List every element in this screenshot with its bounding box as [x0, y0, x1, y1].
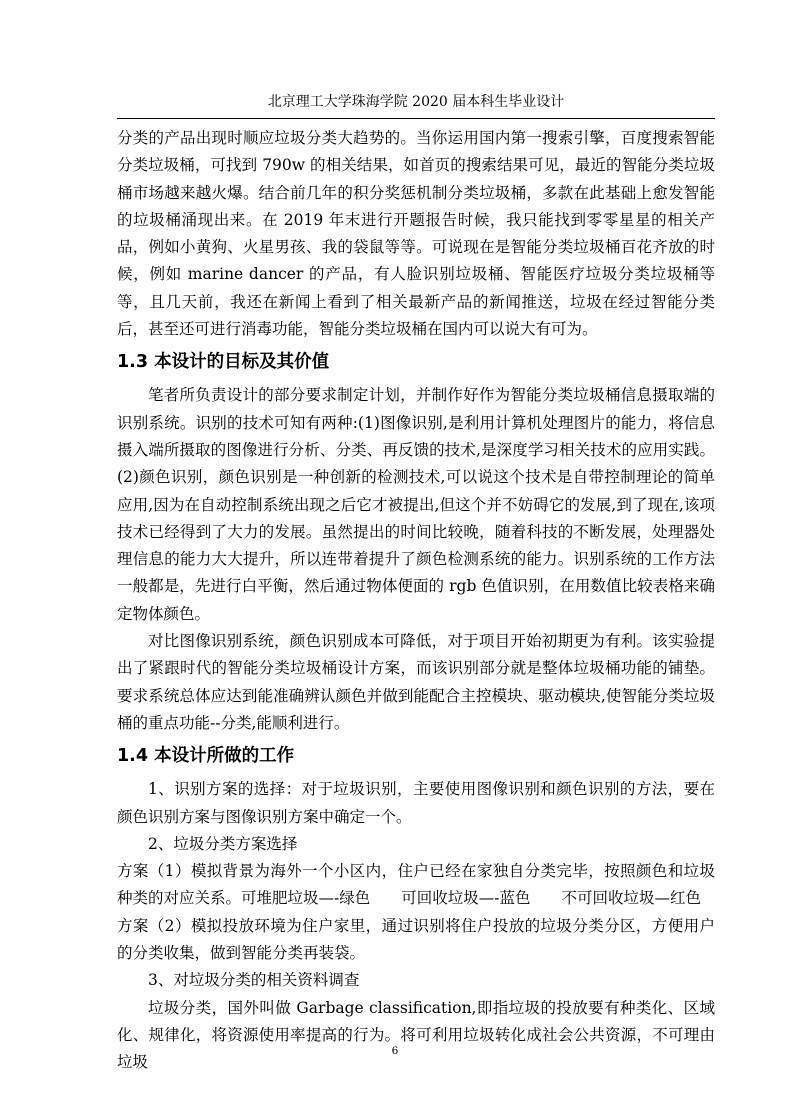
scheme-2-paragraph: 方案（2）模拟投放环境为住户家里，通过识别将住户投放的垃圾分类分区，方便用户的分类收集，做到智能分类再装袋。 [117, 916, 715, 963]
scheme-1-paragraph: 方案（1）模拟背景为海外一个小区内，住户已经在家独自分类完毕，按照颜色和垃圾种类的对应关系。可堆肥垃圾—-绿色 可回收垃圾—-蓝色 不可回收垃圾—红色 [117, 862, 715, 908]
section-heading-1-4: 1.4 本设计所做的工作 [117, 746, 295, 767]
intro-paragraph: 分类的产品出现时顺应垃圾分类大趋势的。当你运用国内第一搜索引擎，百度搜索智能分类垃圾桶，可找到 790w 的相关结果，如首页的搜索结果可见，最近的智能分类垃圾桶市场越来越火爆。结合前几年的积分奖惩机制分类垃圾桶，多款在此基础上愈发智能的垃圾桶涌现出来。在 2019 年末进行开题报告时候，我只能找到零零星星的相关产品，例如小黄狗、火星男孩、我的袋鼠等等。可说现在是智能分类垃圾桶百花齐放的时候，例如 marine dancer 的产品，有人脸识别垃圾桶、智能医疗垃圾分类垃圾桶等等，且几天前，我还在新闻上看到了相关最新产品的新闻推送，垃圾在经过智能分类后，甚至还可进行消毒功能，智能分类垃圾桶在国内可以说大有可为。 [117, 129, 715, 339]
work-item-3: 3、对垃圾分类的相关资料调查 [148, 971, 360, 990]
section-1-3-paragraph-1: 笔者所负责设计的部分要求制定计划，并制作好作为智能分类垃圾桶信息摄取端的识别系统。识别的技术可知有两种:(1)图像识别,是利用计算机处理图片的能力，将信息摄入端所摄取的图像进行分析、分类、再反馈的技术,是深度学习相关技术的应用实践。(2)颜色识别，颜色识别是一种创新的检测技术,可以说这个技术是自带控制理论的简单应用,因为在自动控制系统出现之后它才被提出,但这个并不妨碍它的发展,到了现在,该项技术已经得到了大力的发展。虽然提出的时间比较晚，随着科技的不断发展，处理器处理信息的能力大大提升，所以连带着提升了颜色检测系统的能力。识别系统的工作方法一般都是，先进行白平衡，然后通过物体便面的 rgb 色值识别，在用数值比较表格来确定物体颜色。 [117, 386, 715, 623]
section-1-3-paragraph-2: 对比图像识别系统，颜色识别成本可降低，对于项目开始初期更为有利。该实验提出了紧跟时代的智能分类垃圾桶设计方案，而该识别部分就是整体垃圾桶功能的铺垫。要求系统总体应达到能准确辨认颜色并做到能配合主控模块、驱动模块,使智能分类垃圾桶的重点功能--分类,能顺利进行。 [117, 632, 715, 732]
section-heading-1-3: 1.3 本设计的目标及其价值 [117, 352, 330, 373]
page-header: 北京理工大学珠海学院 2020 届本科生毕业设计 [267, 94, 565, 110]
garbage-classification-paragraph: 垃圾分类，国外叫做 Garbage classification,即指垃圾的投放要有种类化、区域化、规律化，将资源使用率提高的行为。将可利用垃圾转化成社会公共资源，不可理由垃圾 [117, 998, 715, 1072]
work-item-2: 2、垃圾分类方案选择 [148, 834, 298, 853]
header-divider [117, 118, 715, 119]
page-body [117, 125, 715, 1077]
work-item-1: 1、识别方案的选择：对于垃圾识别，主要使用图像识别和颜色识别的方法，要在颜色识别方案与图像识别方案中确定一个。 [117, 780, 715, 826]
page-number: 6 [391, 1045, 399, 1057]
